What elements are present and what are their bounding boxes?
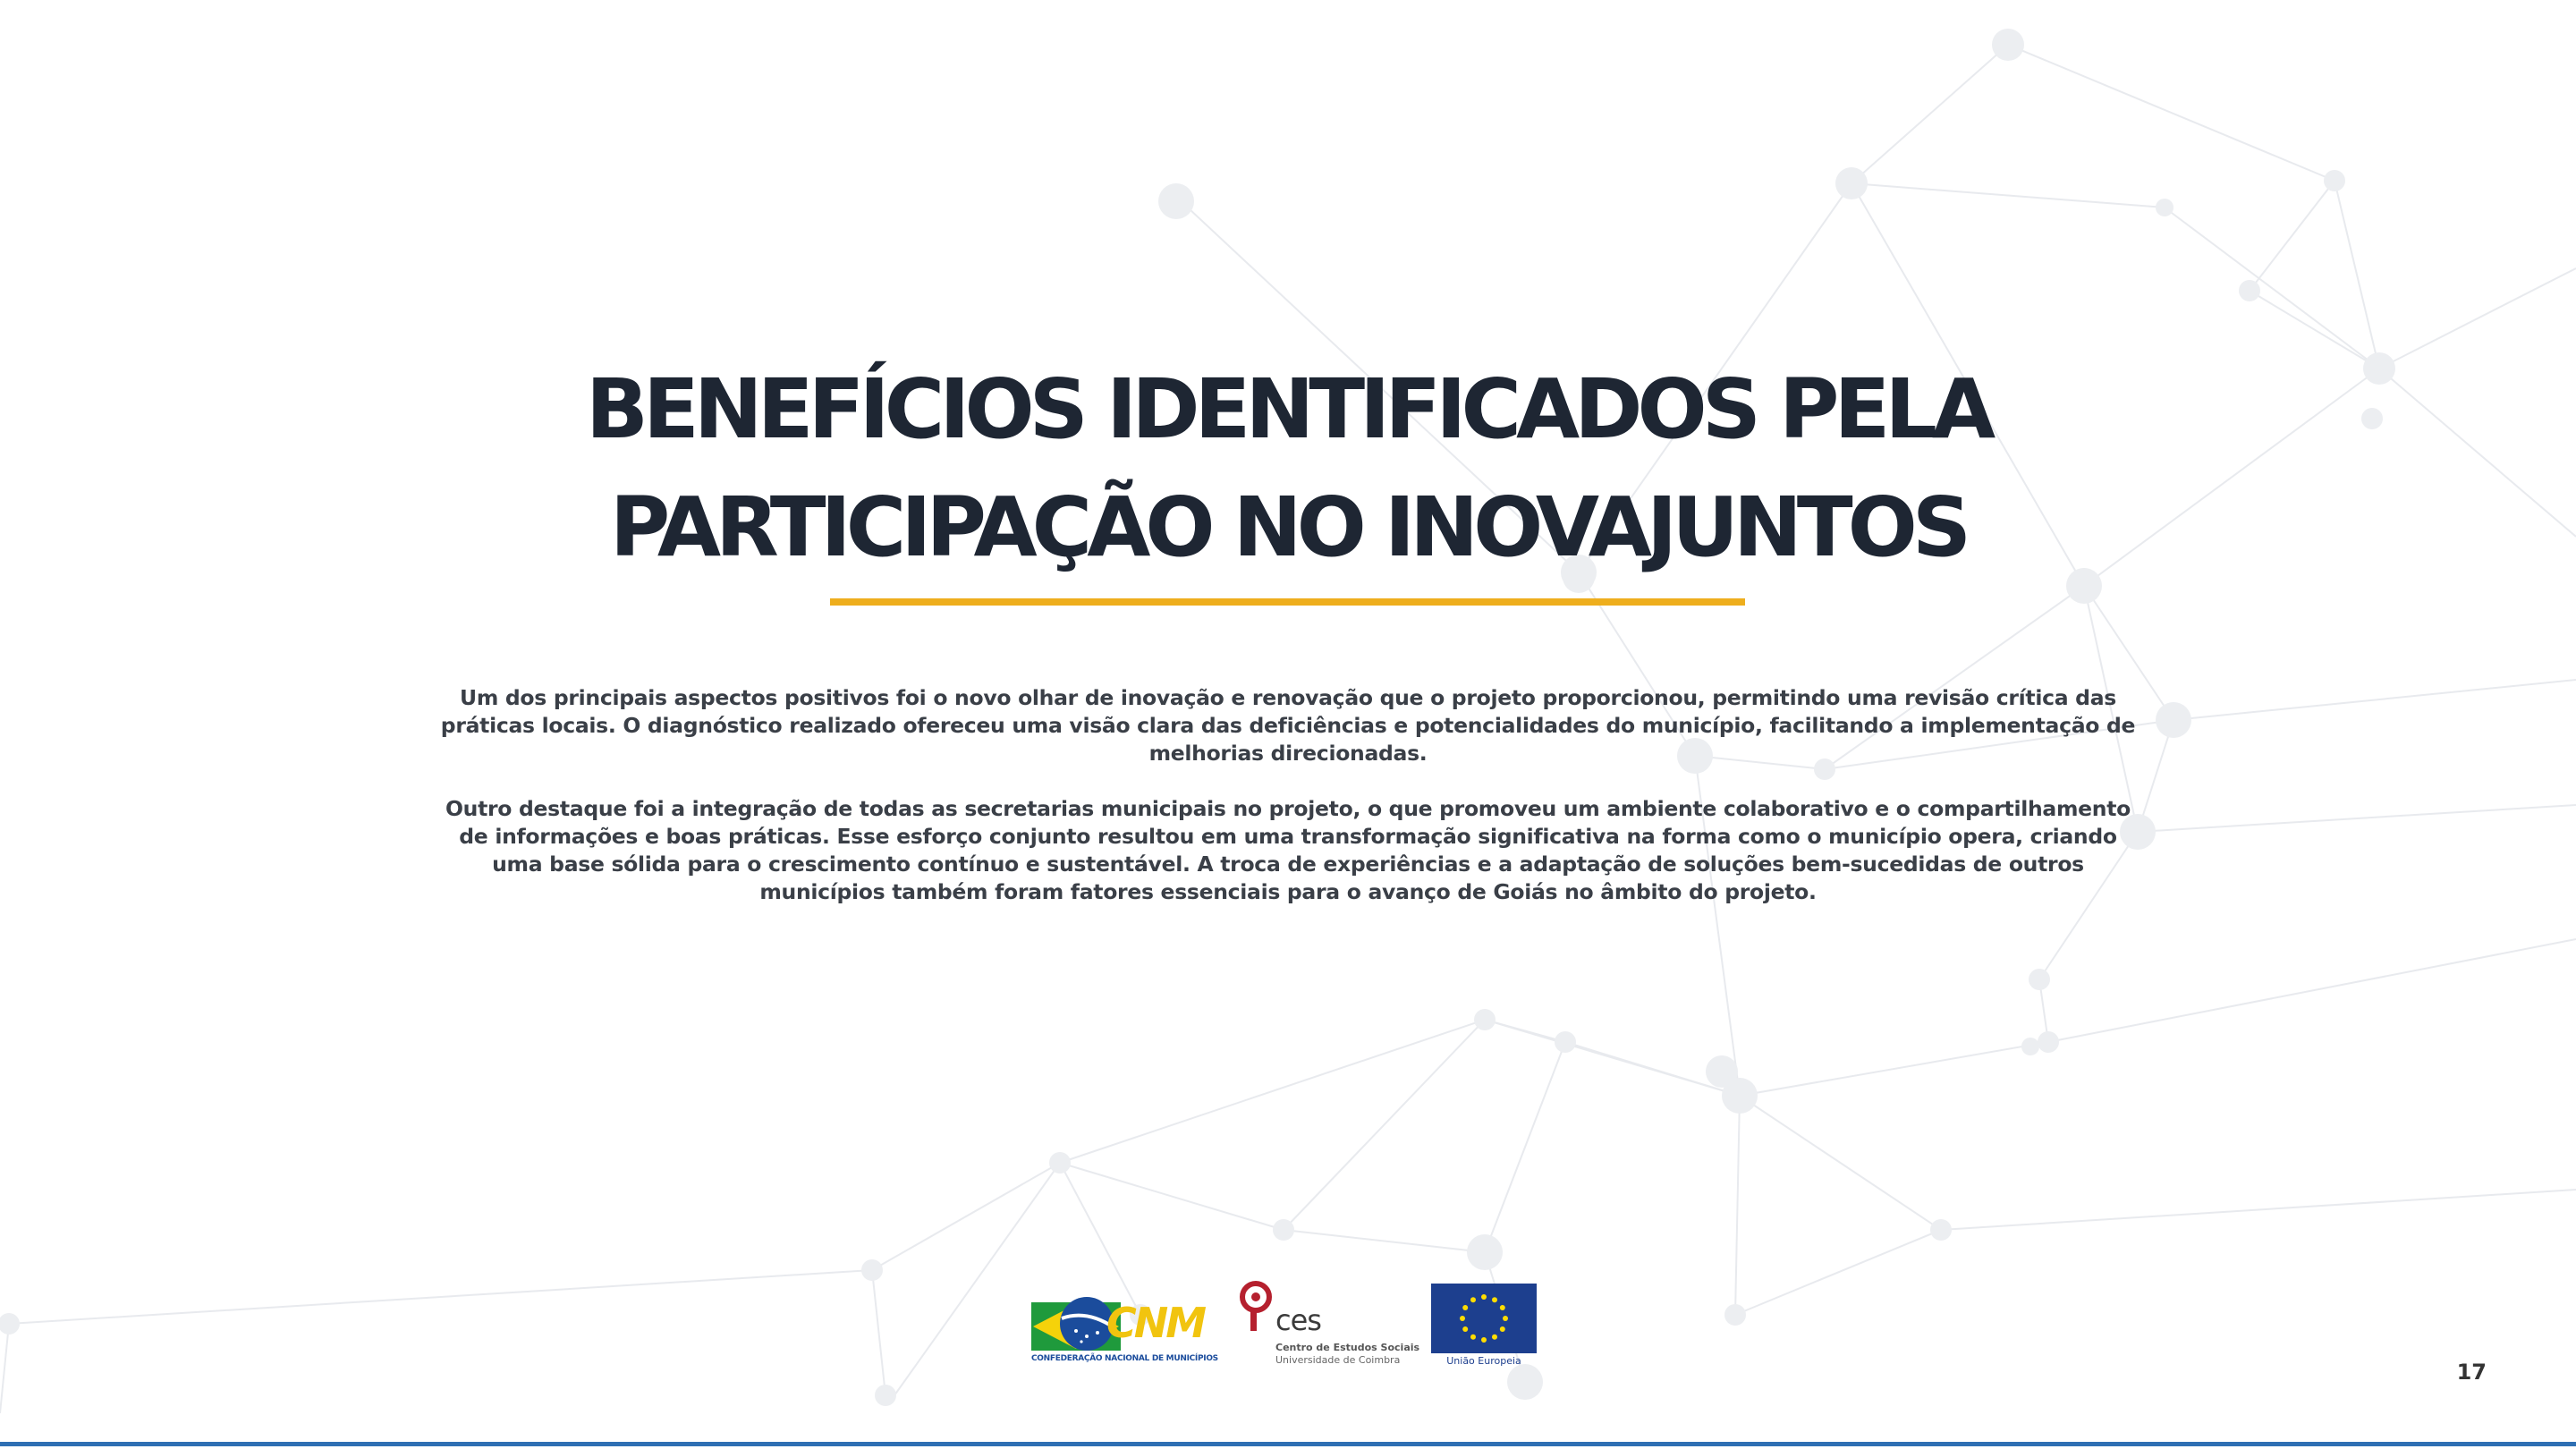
eu-label: União Europeia (1446, 1355, 1521, 1367)
bottom-rule (0, 1442, 2576, 1446)
page-number: 17 (2456, 1360, 2487, 1385)
cnm-wordmark: CNM (1106, 1299, 1205, 1347)
cnm-subtitle: CONFEDERAÇÃO NACIONAL DE MUNICÍPIOS (1031, 1354, 1218, 1363)
ces-university: Universidade de Coimbra (1275, 1354, 1401, 1366)
partner-logos (1029, 1279, 1547, 1377)
body-text (438, 684, 2138, 934)
cnm-logo (1031, 1292, 1218, 1372)
title-underline (830, 598, 1745, 606)
title-line-2: PARTICIPAÇÃO NO INOVAJUNTOS (609, 479, 1967, 575)
ces-wordmark: ces (1275, 1303, 1321, 1337)
paragraph-2: Outro destaque foi a integração de todas as secretarias municipais no projeto, o que promoveu um ambiente colaborativo e o compartilhamento de informações e boas práticas. Esse esforço conjunto resultou em uma transformação significativa na forma como o município opera, criando uma base sólida para o crescimento contínuo e sustentável. A troca de experiências e a adaptação de soluções bem-sucedidas de outros municípios também foram fatores essenciais para o avanço de Goiás no âmbito do projeto. (445, 796, 2131, 904)
paragraph-1: Um dos principais aspectos positivos foi o novo olhar de inovação e renovação que o projeto proporcionou, permitindo uma revisão crítica das práticas locais. O diagnóstico realizado ofereceu uma visão clara das deficiências e potencialidades do município, facilitando a implementação de melhorias direcionadas. (440, 685, 2136, 766)
title-line-1: BENEFÍCIOS IDENTIFICADOS PELA (585, 361, 1991, 457)
ces-symbol-icon (1236, 1279, 1281, 1333)
ces-name: Centro de Estudos Sociais (1275, 1342, 1420, 1353)
ces-logo (1236, 1279, 1420, 1368)
slide-title (0, 351, 2576, 587)
eu-flag-icon (1431, 1284, 1537, 1353)
eu-logo (1431, 1284, 1537, 1369)
